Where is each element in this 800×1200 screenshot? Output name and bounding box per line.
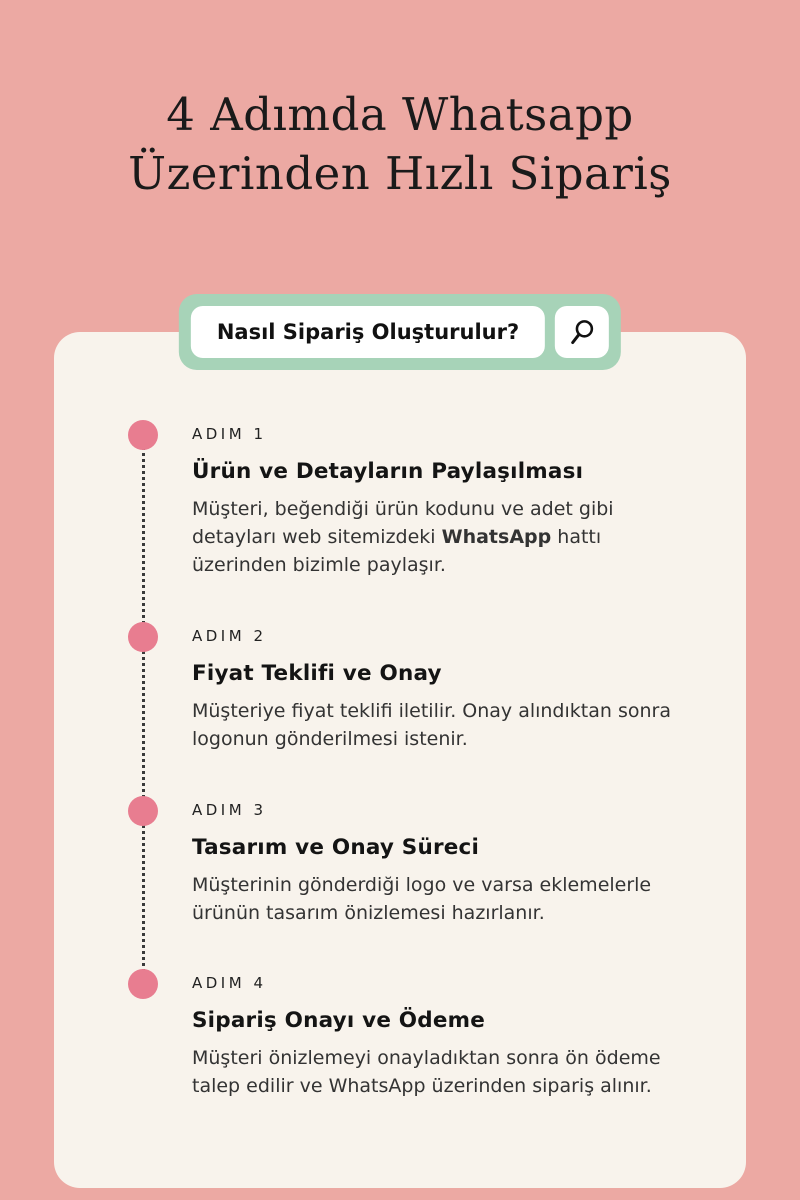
step-label: ADIM 3 [192,800,267,819]
search-query-text: Nasıl Sipariş Oluşturulur? [216,320,520,344]
content-panel [54,332,746,1188]
timeline-step [128,418,712,580]
magnifier-icon [568,318,596,346]
step-content [192,794,687,928]
steps-timeline [54,332,746,1101]
step-label: ADIM 4 [192,974,267,993]
step-rail [128,418,192,580]
step-label: ADIM 1 [192,425,267,443]
step-title: Ürün ve Detayların Paylaşılması [192,459,584,484]
timeline-step [128,620,712,754]
step-dot-icon [128,796,158,826]
timeline-step [128,794,712,928]
step-body: Müşteri, beğendiği ürün kodunu ve adet gibi detayları web sitemizdeki WhatsApp hattı üzerinden bizimle paylaşır. [192,498,614,576]
step-body: Müşteriye fiyat teklifi iletilir. Onay alındıktan sonra logonun gönderilmesi istenir. [192,699,671,750]
step-title: Tasarım ve Onay Süreci [192,834,480,860]
step-dot-icon [128,622,158,652]
step-rail [128,794,192,928]
step-content [192,418,687,580]
step-title: Fiyat Teklifi ve Onay [192,660,442,686]
timeline-step [128,967,712,1101]
search-input[interactable] [191,306,545,358]
search-button[interactable] [555,306,609,358]
step-body: Müşteri önizlemeyi onayladıktan sonra ön ödeme talep edilir ve WhatsApp üzerinden sipariş alınır. [192,1047,661,1098]
search-bar[interactable] [179,294,621,370]
step-content [192,620,687,754]
timeline-connector [142,435,145,984]
step-label: ADIM 2 [192,626,267,645]
step-rail [128,967,192,1101]
step-dot-icon [128,420,158,450]
step-rail [128,620,192,754]
step-body: Müşterinin gönderdiği logo ve varsa eklemelerle ürünün tasarım önizlemesi hazırlanır. [192,873,652,924]
step-title: Sipariş Onayı ve Ödeme [192,1008,486,1034]
step-content [192,967,687,1101]
step-dot-icon [128,969,158,999]
page-title: 4 Adımda Whatsapp Üzerinden Hızlı Sipariş [128,88,672,200]
